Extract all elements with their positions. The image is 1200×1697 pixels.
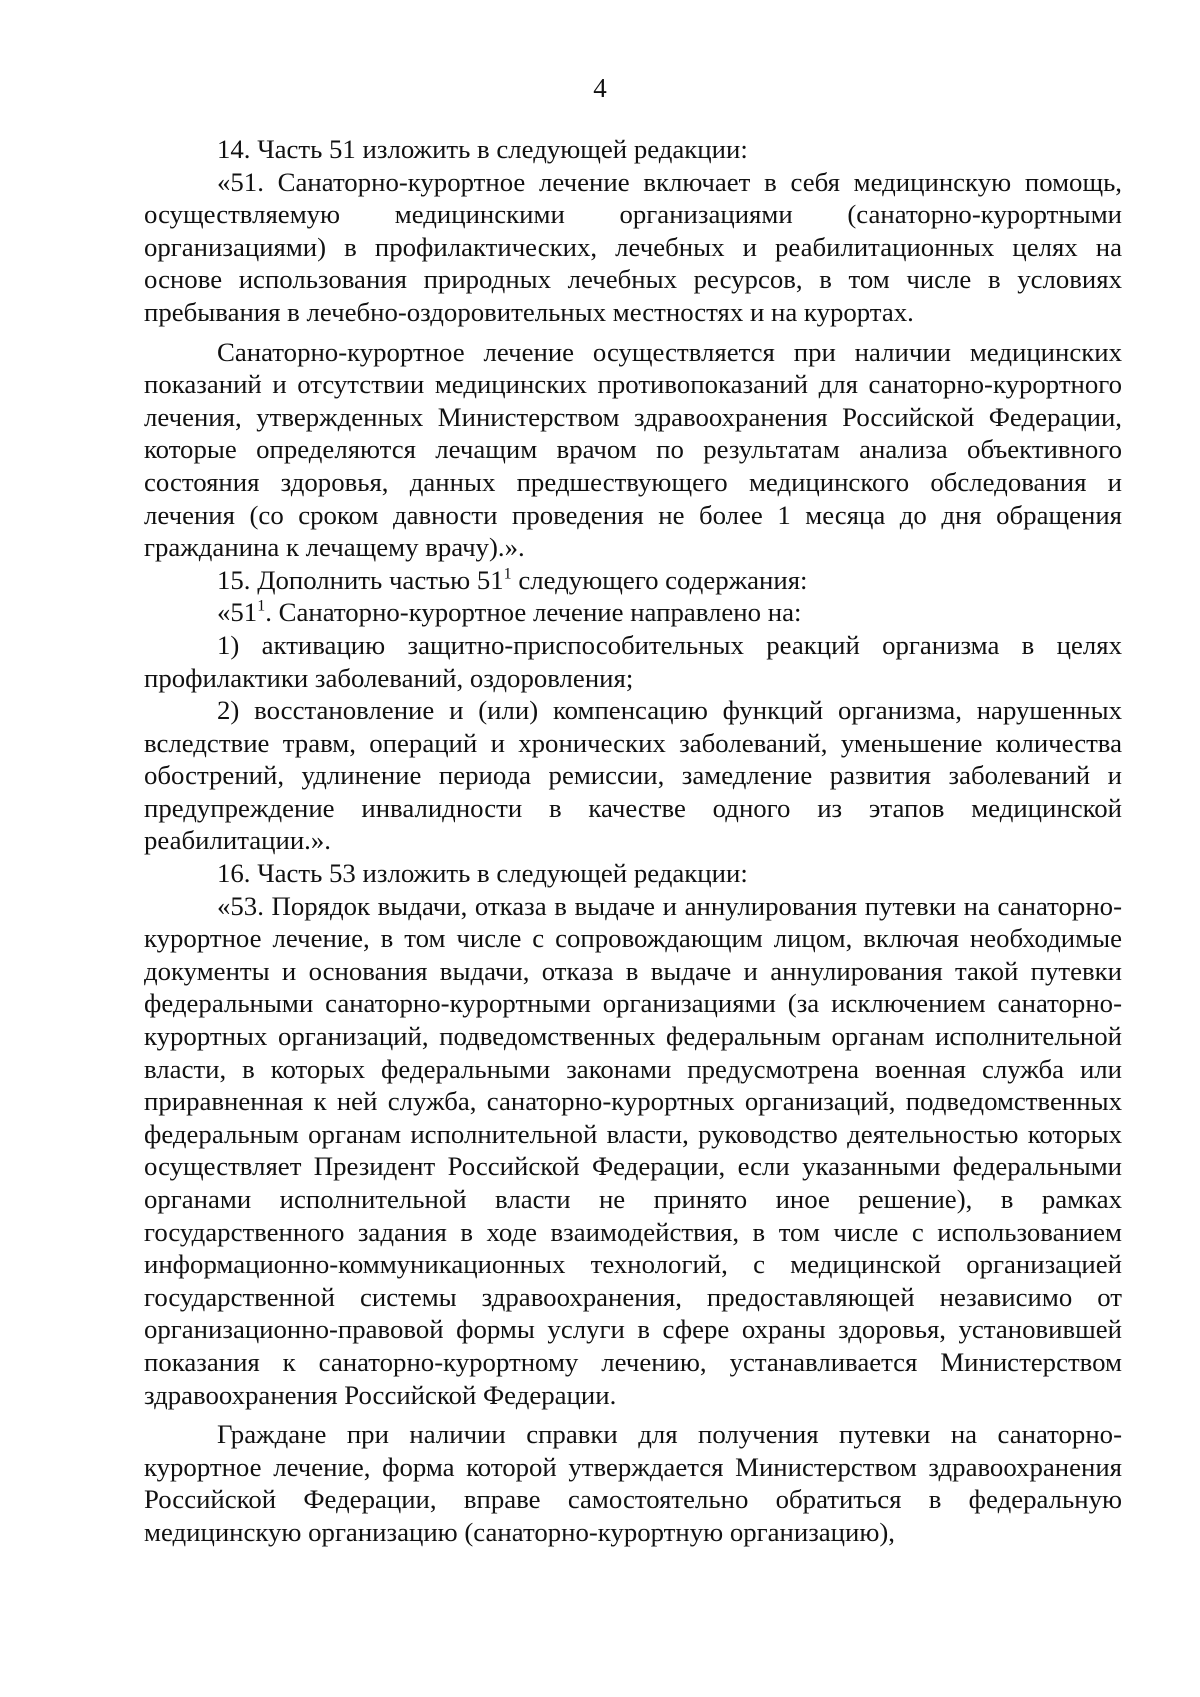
superscript: 1	[503, 565, 512, 583]
list-item-2: 2) восстановление и (или) компенсацию функций организма, нарушенных вследствие травм, операций и хронических заболеваний, уменьшение количества обострений, удлинение периода ремиссии, замедление развития заболеваний и предупреждение инвалидности в качестве одного из этапов медицинской реабилитации.».	[144, 695, 1122, 856]
document-body	[144, 133, 1122, 1549]
paragraph-part-53: «53. Порядок выдачи, отказа в выдаче и аннулирования путевки на санаторно-курортное лечение, в том числе с сопровождающим лицом, включая необходимые документы и основания выдачи, отказа в выдаче и аннулирования такой путевки федеральными санаторно-курортными организациями (за исключением санаторно-курортных организаций, подведомственных федеральным органам исполнительной власти, в которых федеральными законами предусмотрена военная служба или приравненная к ней служба, санаторно-курортных организаций, подведомственных федеральным органам исполнительной власти, руководство деятельностью которых осуществляет Президент Российской Федерации, если указанными федеральными органами исполнительной власти не принято иное решение), в рамках государственного задания в ходе взаимодействия, в том числе с использованием информационно-коммуникационных технологий, с медицинской организацией государственной системы здравоохранения, предоставляющей независимо от организационно-правовой формы услуги в сфере охраны здоровья, установившей показания к санаторно-курортному лечению, устанавливается Министерством здравоохранения Российской Федерации.	[144, 890, 1122, 1410]
paragraph-treatment-conditions: Санаторно-курортное лечение осуществляется при наличии медицинских показаний и отсутствии медицинских противопоказаний для санаторно-курортного лечения, утвержденных Министерством здравоохранения Российской Федерации, которые определяются лечащим врачом по результатам анализа объективного состояния здоровья, данных предшествующего медицинского обследования и лечения (со сроком давности проведения не более 1 месяца до дня обращения гражданина к лечащему врачу).».	[144, 336, 1122, 563]
paragraph-item-15	[144, 564, 1122, 597]
superscript: 1	[257, 597, 266, 615]
paragraph-part-51-1-text: «51	[217, 597, 258, 628]
paragraph-part-51-1	[144, 596, 1122, 629]
paragraph-item-15-text-end: следующего содержания:	[511, 564, 808, 595]
paragraph-part-51-1-text-end: . Санаторно-курортное лечение направлено на:	[265, 597, 802, 628]
paragraph-part-51: «51. Санаторно-курортное лечение включает в себя медицинскую помощь, осуществляемую медицинскими организациями (санаторно-курортными организациями) в профилактических, лечебных и реабилитационных целях на основе использования природных лечебных ресурсов, в том числе в условиях пребывания в лечебно-оздоровительных местностях и на курортах.	[144, 166, 1122, 327]
paragraph-citizens: Граждане при наличии справки для получения путевки на санаторно-курортное лечение, форма которой утверждается Министерством здравоохранения Российской Федерации, вправе самостоятельно обратиться в федеральную медицинскую организацию (санаторно-курортную организацию),	[144, 1419, 1122, 1547]
page-number: 4	[593, 73, 607, 103]
paragraph-item-16: 16. Часть 53 изложить в следующей редакции:	[217, 858, 748, 889]
list-item-1: 1) активацию защитно-приспособительных реакций организма в целях профилактики заболеваний, оздоровления;	[144, 629, 1122, 693]
paragraph-item-15-text: 15. Дополнить частью 51	[217, 564, 504, 595]
paragraph-item-14: 14. Часть 51 изложить в следующей редакции:	[217, 134, 748, 164]
